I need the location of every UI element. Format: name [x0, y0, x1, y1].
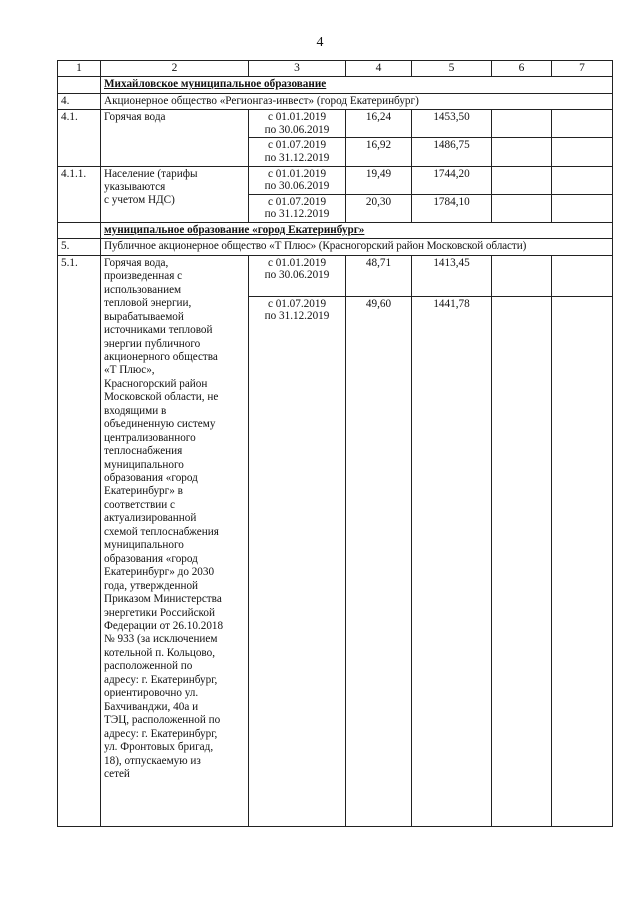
- service-name: Население (тарифы указываются с учетом НДС): [101, 166, 249, 222]
- value-col4: 19,49: [346, 166, 412, 194]
- row-number: 5.1.: [58, 255, 101, 826]
- value-col4: 20,30: [346, 194, 412, 222]
- period: с 01.01.2019 по 30.06.2019: [249, 255, 346, 296]
- section-title: Михайловское муниципальное образование: [101, 77, 613, 93]
- tariff-table: [57, 60, 613, 827]
- service-name: Горячая вода: [101, 110, 249, 166]
- page-number: 4: [316, 35, 324, 50]
- row-number: 5.: [58, 239, 101, 255]
- section-title-row: [58, 77, 613, 93]
- column-header: 7: [552, 61, 613, 77]
- value-col4: 16,92: [346, 138, 412, 166]
- period: с 01.01.2019 по 30.06.2019: [249, 110, 346, 138]
- period: с 01.07.2019 по 31.12.2019: [249, 138, 346, 166]
- column-header: 1: [58, 61, 101, 77]
- column-header: 3: [249, 61, 346, 77]
- column-number-row: [58, 61, 613, 77]
- value-col4: 48,71: [346, 255, 412, 296]
- table-row: [58, 166, 613, 194]
- row-number: 4.1.: [58, 110, 101, 166]
- row-number: 4.1.1.: [58, 166, 101, 222]
- value-col5: 1413,45: [412, 255, 492, 296]
- value-col5: 1784,10: [412, 194, 492, 222]
- org-name: Публичное акционерное общество «Т Плюс» (Красногорский район Московской области): [101, 239, 613, 255]
- column-header: 4: [346, 61, 412, 77]
- table-row: [58, 255, 613, 296]
- value-col5: 1441,78: [412, 296, 492, 826]
- value-col5: 1744,20: [412, 166, 492, 194]
- value-col4: 49,60: [346, 296, 412, 826]
- service-name: Горячая вода, произведенная с использованием тепловой энергии, вырабатываемой источниками тепловой энергии публичного акционерного общества «Т Плюс», Красногорский район Московской области, не входящими в объединенную систему централизованного теплоснабжения муниципального образования «город Екатеринбург» в соответствии с актуализированной схемой теплоснабжения муниципального образования «город Екатеринбург» до 2030 года, утвержденной Приказом Министерства энергетики Российской Федерации от 26.10.2018 № 933 (за исключением котельной п. Кольцово, расположенной по адресу: г. Екатеринбург, ориентировочно ул. Бахчиванджи, 40а и ТЭЦ, расположенной по адресу: г. Екатеринбург, ул. Фронтовых бригад, 18), отпускаемую из сетей: [101, 255, 249, 826]
- value-col5: 1453,50: [412, 110, 492, 138]
- column-header: 5: [412, 61, 492, 77]
- section-title: муниципальное образование «город Екатеринбург»: [101, 222, 613, 238]
- org-row: [58, 239, 613, 255]
- row-number: 4.: [58, 93, 101, 109]
- period: с 01.01.2019 по 30.06.2019: [249, 166, 346, 194]
- value-col5: 1486,75: [412, 138, 492, 166]
- value-col4: 16,24: [346, 110, 412, 138]
- org-name: Акционерное общество «Регионгаз-инвест» (город Екатеринбург): [101, 93, 613, 109]
- period: с 01.07.2019 по 31.12.2019: [249, 296, 346, 826]
- org-row: [58, 93, 613, 109]
- column-header: 6: [492, 61, 552, 77]
- period: с 01.07.2019 по 31.12.2019: [249, 194, 346, 222]
- column-header: 2: [101, 61, 249, 77]
- section-title-row: [58, 222, 613, 238]
- table-row: [58, 110, 613, 138]
